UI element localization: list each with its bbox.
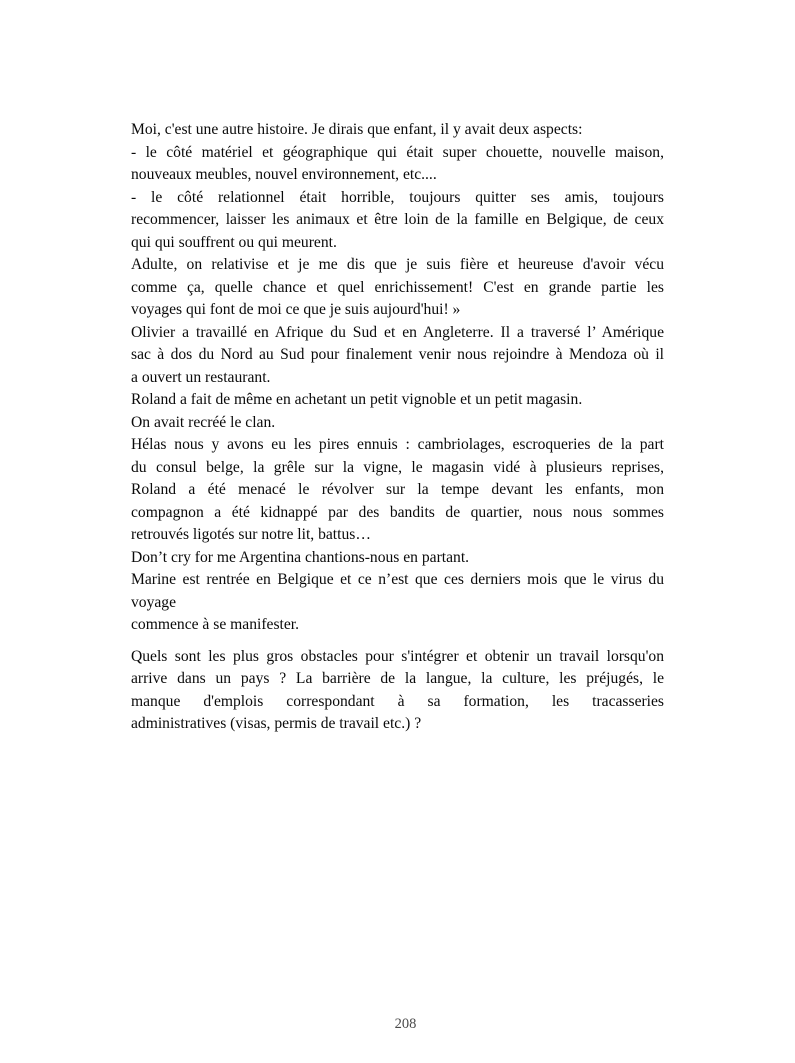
text-line: Adulte, on relativise et je me dis que je suis fière et heureuse d'avoir vécu [131,256,664,273]
text-line: Don’t cry for me Argentina chantions-nous en partant. [131,548,470,566]
text-line: voyage [131,593,177,611]
text-line: Quels sont les plus gros obstacles pour s'intégrer et obtenir un travail lorsqu'on [131,647,664,665]
text-line: retrouvés ligotés sur notre lit, battus… [131,526,371,543]
text-line: sac à dos du Nord au Sud pour finalement venir nous rejoindre à Mendoza où il [131,346,664,363]
page-number: 208 [394,1016,417,1032]
text-line: qui qui souffrent ou qui meurent. [131,233,337,251]
text-line: Hélas nous y avons eu les pires ennuis : cambriolages, escroqueries de la part [131,436,664,453]
text-line: Marine est rentrée en Belgique et ce n’est que ces derniers mois que le virus du [131,571,664,588]
text-line: commence à se manifester. [131,616,299,633]
text-line: administratives (visas, permis de travail etc.) ? [131,715,422,732]
text-block [131,119,664,736]
text-line: du consul belge, la grêle sur la vigne, le magasin vidé à plusieurs reprises, [131,458,664,476]
text-line: compagnon a été kidnappé par des bandits de quartier, nous nous sommes [131,503,664,521]
text-line: a ouvert un restaurant. [131,368,271,386]
text-line: voyages qui font de moi ce que je suis aujourd'hui! » [131,301,461,318]
text-line: - le côté matériel et géographique qui était super chouette, nouvelle maison, [131,143,664,161]
text-line: Moi, c'est une autre histoire. Je dirais que enfant, il y avait deux aspects: [131,121,583,138]
text-line: - le côté relationnel était horrible, toujours quitter ses amis, toujours [131,188,664,206]
text-line: Olivier a travaillé en Afrique du Sud et en Angleterre. Il a traversé l’ Amérique [131,323,664,341]
text-line: On avait recréé le clan. [131,413,276,431]
text-line: arrive dans un pays ? La barrière de la langue, la culture, les préjugés, le [131,670,664,687]
text-line: nouveaux meubles, nouvel environnement, etc.... [131,166,437,183]
text-line: manque d'emplois correspondant à sa formation, les tracasseries [131,692,664,710]
text-line: comme ça, quelle chance et quel enrichissement! C'est en grande partie les [131,278,664,296]
text-line: Roland a été menacé le révolver sur la tempe devant les enfants, mon [131,481,664,498]
text-line: Roland a fait de même en achetant un petit vignoble et un petit magasin. [131,391,583,408]
text-line: recommencer, laisser les animaux et être loin de la famille en Belgique, de ceux [131,211,664,228]
